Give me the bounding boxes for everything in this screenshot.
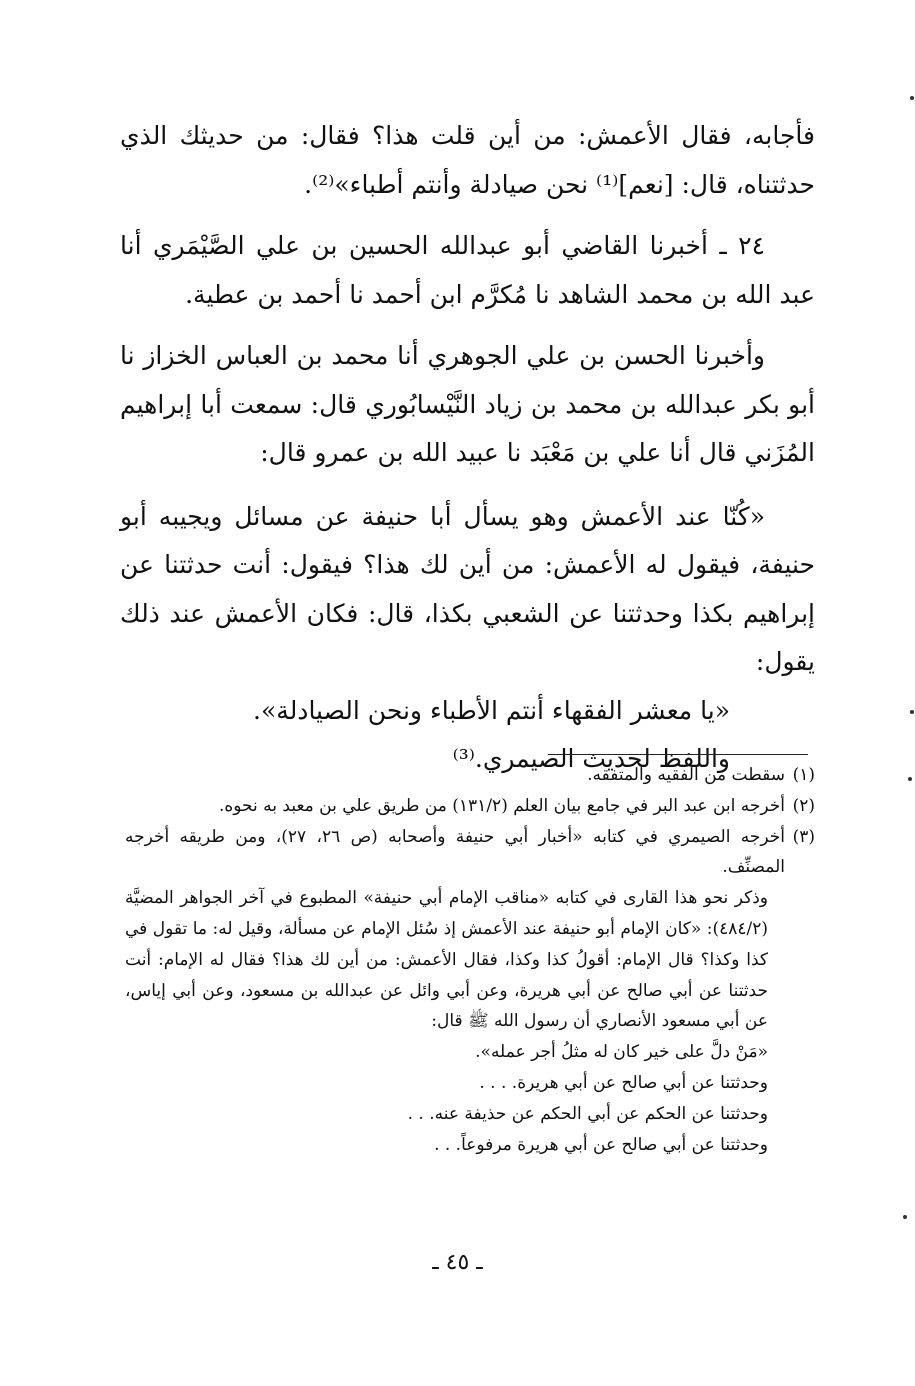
footnotes-section (125, 760, 815, 1160)
main-paragraph-saying: «يا معشر الفقهاء أنتم الأطباء ونحن الصيادلة». (253, 695, 730, 725)
footnote-text: أخرجه الصيمري في كتابه «أخبار أبي حنيفة وأصحابه (ص ٢٦، ٢٧)، ومن طريقه أخرجه المصنِّف. (125, 826, 785, 878)
main-paragraph-hadith-24: ٢٤ ـ أخبرنا القاضي أبو عبدالله الحسين بن علي الصَّيْمَري أنا عبد الله بن محمد الشاهد نا مُكرَّم ابن أحمد نا أحمد بن عطية. (120, 231, 815, 309)
footnote-text: أخرجه ابن عبد البر في جامع بيان العلم (١٣١/٢) من طريق علي بن معبد به نحوه. (218, 795, 785, 816)
footnote-quoted-line: وحدثتنا عن أبي صالح عن أبي هريرة. . . . (479, 1072, 768, 1093)
scan-speck (910, 96, 914, 100)
footnote-continuation-paragraph: وذكر نحو هذا القارى في كتابه «مناقب الإمام أبي حنيفة» المطبوع في آخر الجواهر المضيَّة (٤٨٤/٢): «كان الإمام أبو حنيفة عند الأعمش إذ سُئل الإمام عن مسألة، وقيل له: ما تقول في كذا وكذا؟ قال الإمام: أقولُ كذا وكذا، فقال الأعمش: من أين لك هذا؟ فقال له الإمام: أنت حدثتنا عن أبي صالح عن أبي هريرة، وعن أبي وائل عن عبدالله بن مسعود، وعن أبي إياس، عن أبي مسعود الأنصاري أن رسول الله ﷺ قال: (125, 888, 768, 1032)
main-paragraph: فأجابه، فقال الأعمش: من أين قلت هذا؟ فقال: من حديثك الذي حدثتناه، قال: [نعم]⁽¹⁾ نحن صيادلة وأنتم أطباء»⁽²⁾. (120, 121, 815, 199)
footnote-number: (١) (792, 765, 815, 785)
footnote-item (125, 791, 815, 822)
footnote-separator (548, 754, 808, 755)
main-paragraph-isnad: وأخبرنا الحسن بن علي الجوهري أنا محمد بن العباس الخزاز نا أبو بكر عبدالله بن محمد بن زياد النَّيْسابُوري قال: سمعت أبا إبراهيم المُزَني قال أنا علي بن مَعْبَد نا عبيد الله بن عمرو قال: (120, 341, 815, 467)
footnote-item (125, 822, 815, 884)
footnote-quoted-line: وحدثتنا عن الحكم عن أبي الحكم عن حذيفة عنه. . . (407, 1103, 768, 1124)
footnote-quoted-line: وحدثتنا عن أبي صالح عن أبي هريرة مرفوعاً. . . (434, 1134, 768, 1155)
main-paragraph-attribution: واللفظ لحديث الصيمري.⁽³⁾ (452, 744, 730, 773)
main-paragraph-quote: «كُنّا عند الأعمش وهو يسأل أبا حنيفة عن مسائل ويجيبه أبو حنيفة، فيقول له الأعمش: من أين لك هذا؟ فيقول: أنت حدثتنا عن إبراهيم بكذا وحدثتنا عن الشعبي بكذا، قال: فكان الأعمش عند ذلك يقول: (120, 501, 815, 676)
main-text-body (120, 112, 815, 784)
scan-speck (908, 777, 912, 781)
page-number: ـ ٤٥ ـ (432, 1250, 483, 1275)
scan-speck (910, 710, 914, 714)
footnote-number: (٣) (792, 826, 815, 847)
footnote-number: (٢) (792, 795, 815, 816)
scan-speck (903, 1215, 907, 1219)
footnote-item (125, 760, 815, 791)
footnote-text: سقطت من الفقيه والمتفقه. (587, 765, 785, 785)
footnote-quoted-line: «مَنْ دلَّ على خير كان له مثلُ أجر عمله». (475, 1042, 768, 1063)
